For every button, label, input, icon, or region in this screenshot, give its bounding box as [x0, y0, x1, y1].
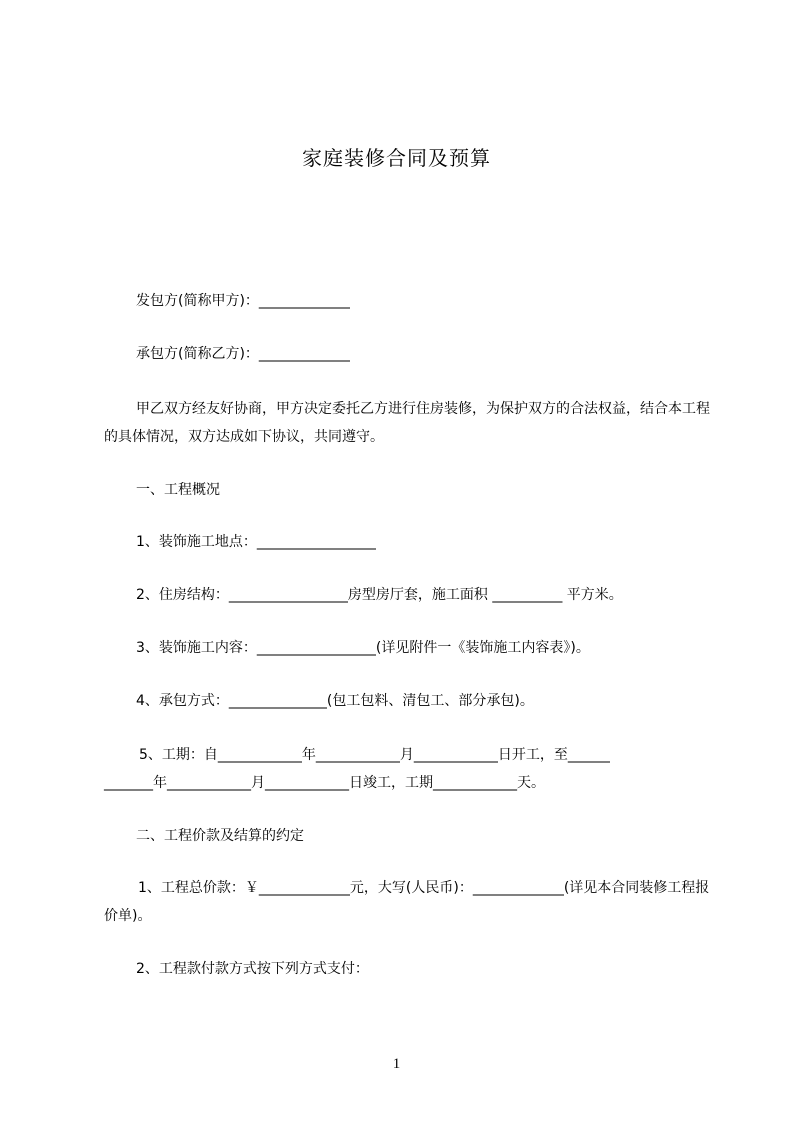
- item-1-location: 1、装饰施工地点：_________________: [136, 534, 376, 550]
- intro-paragraph: 甲乙双方经友好协商，甲方决定委托乙方进行住房装修，为保护双方的合法权益，结合本工程的具体情况，双方达成如下协议，共同遵守。: [104, 401, 710, 445]
- item-3-content: 3、装饰施工内容：_________________(详见附件一《装饰施工内容表》)。: [136, 640, 590, 656]
- item-5-schedule-line-1: 5、工期：自____________年____________月____________日开工，至______: [139, 747, 610, 763]
- item-4-contract-method: 4、承包方式：______________(包工包料、清包工、部分承包)。: [136, 693, 534, 709]
- page-number: 1: [392, 1056, 401, 1072]
- page-title: 家庭装修合同及预算: [302, 146, 491, 170]
- party-b-line: 承包方(简称乙方)：_____________: [136, 346, 350, 362]
- section-1-heading: 一、工程概况: [136, 482, 220, 498]
- party-a-line: 发包方(简称甲方)：_____________: [136, 293, 350, 309]
- payment-line: 2、工程款付款方式按下列方式支付：: [136, 961, 369, 977]
- section-2-heading: 二、工程价款及结算的约定: [136, 828, 304, 844]
- item-2-structure: 2、住房结构：_________________房型房厅套，施工面积 __________ 平方米。: [136, 587, 623, 603]
- price-paragraph: 1、工程总价款：￥_____________元，大写(人民币)：_____________(详见本合同装修工程报价单)。: [104, 880, 710, 924]
- item-5-schedule-line-2: _______年____________月____________日竣工，工期____________天。: [104, 775, 545, 791]
